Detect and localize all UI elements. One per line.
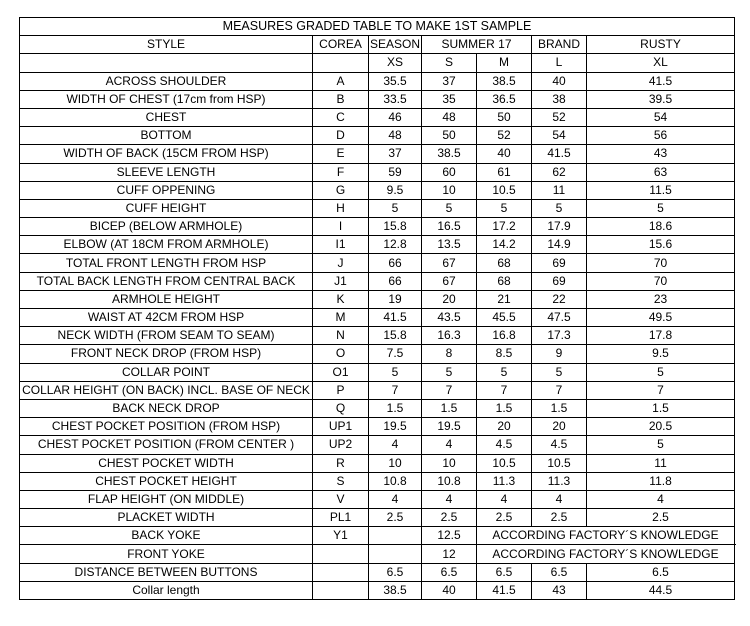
value-l: 5 bbox=[532, 363, 587, 381]
measure-code: C bbox=[313, 108, 369, 126]
value-s: 16.5 bbox=[422, 218, 477, 236]
value-xs: 66 bbox=[369, 272, 422, 290]
table-row bbox=[20, 145, 735, 163]
value-s: 6.5 bbox=[422, 563, 477, 581]
table-row bbox=[20, 236, 735, 254]
value-xs: 19 bbox=[369, 290, 422, 308]
measure-name: ELBOW (AT 18CM FROM ARMHOLE) bbox=[20, 236, 313, 254]
value-m: 17.2 bbox=[477, 218, 532, 236]
measure-name: NECK WIDTH (FROM SEAM TO SEAM) bbox=[20, 327, 313, 345]
value-xs: 5 bbox=[369, 363, 422, 381]
measure-code: O bbox=[313, 345, 369, 363]
value-l: 10.5 bbox=[532, 454, 587, 472]
value-xl: 7 bbox=[587, 381, 735, 399]
value-l: 62 bbox=[532, 163, 587, 181]
measure-code: F bbox=[313, 163, 369, 181]
value-l: 1.5 bbox=[532, 399, 587, 417]
table-row bbox=[20, 399, 735, 417]
value-l: 40 bbox=[532, 72, 587, 90]
value-xs: 6.5 bbox=[369, 563, 422, 581]
table-row bbox=[20, 199, 735, 217]
measure-code: J1 bbox=[313, 272, 369, 290]
value-xl: 54 bbox=[587, 108, 735, 126]
value-s: 35 bbox=[422, 90, 477, 108]
value-s: 1.5 bbox=[422, 399, 477, 417]
measure-name: BOTTOM bbox=[20, 127, 313, 145]
measure-name: ARMHOLE HEIGHT bbox=[20, 290, 313, 308]
value-m: 5 bbox=[477, 199, 532, 217]
value-m: 10.5 bbox=[477, 454, 532, 472]
value-s: 12.5 bbox=[422, 527, 477, 545]
value-xs: 59 bbox=[369, 163, 422, 181]
table-row bbox=[20, 72, 735, 90]
value-s: 13.5 bbox=[422, 236, 477, 254]
factory-note: ACCORDING FACTORY´S KNOWLEDGE bbox=[477, 545, 735, 563]
measure-name: ACROSS SHOULDER bbox=[20, 72, 313, 90]
measure-name: CHEST POCKET POSITION (FROM HSP) bbox=[20, 418, 313, 436]
value-xl: 39.5 bbox=[587, 90, 735, 108]
value-m: 7 bbox=[477, 381, 532, 399]
table-row bbox=[20, 181, 735, 199]
title-row bbox=[20, 18, 735, 36]
header-season: SEASON bbox=[369, 36, 422, 54]
value-xs: 12.8 bbox=[369, 236, 422, 254]
value-xl: 56 bbox=[587, 127, 735, 145]
measures-table bbox=[19, 17, 735, 600]
value-l: 52 bbox=[532, 108, 587, 126]
value-m: 14.2 bbox=[477, 236, 532, 254]
value-s: 38.5 bbox=[422, 145, 477, 163]
value-l: 22 bbox=[532, 290, 587, 308]
measure-name: DISTANCE BETWEEN BUTTONS bbox=[20, 563, 313, 581]
value-s: 2.5 bbox=[422, 509, 477, 527]
value-xs: 7 bbox=[369, 381, 422, 399]
value-xl: 5 bbox=[587, 436, 735, 454]
value-xl: 44.5 bbox=[587, 581, 735, 599]
value-s: 37 bbox=[422, 72, 477, 90]
measure-code: M bbox=[313, 309, 369, 327]
header-style: STYLE bbox=[20, 36, 313, 54]
measure-name: CHEST bbox=[20, 108, 313, 126]
value-xs: 48 bbox=[369, 127, 422, 145]
size-s: S bbox=[422, 54, 477, 72]
value-s: 19.5 bbox=[422, 418, 477, 436]
measure-code: G bbox=[313, 181, 369, 199]
value-xs: 4 bbox=[369, 436, 422, 454]
measure-name: BACK YOKE bbox=[20, 527, 313, 545]
table-row bbox=[20, 363, 735, 381]
measure-name: CHEST POCKET POSITION (FROM CENTER ) bbox=[20, 436, 313, 454]
value-xs: 15.8 bbox=[369, 327, 422, 345]
value-m: 10.5 bbox=[477, 181, 532, 199]
value-xl: 20.5 bbox=[587, 418, 735, 436]
measure-name: WIDTH OF CHEST (17cm from HSP) bbox=[20, 90, 313, 108]
measure-code: H bbox=[313, 199, 369, 217]
value-m: 36.5 bbox=[477, 90, 532, 108]
value-xs: 33.5 bbox=[369, 90, 422, 108]
value-l: 69 bbox=[532, 254, 587, 272]
value-m: 52 bbox=[477, 127, 532, 145]
value-l: 17.3 bbox=[532, 327, 587, 345]
size-blank-code bbox=[313, 54, 369, 72]
value-l: 47.5 bbox=[532, 309, 587, 327]
table-row bbox=[20, 527, 735, 545]
size-l: L bbox=[532, 54, 587, 72]
table-row bbox=[20, 108, 735, 126]
table-row bbox=[20, 163, 735, 181]
measure-code: B bbox=[313, 90, 369, 108]
measure-name: WAIST AT 42CM FROM HSP bbox=[20, 309, 313, 327]
table-row bbox=[20, 509, 735, 527]
measure-code: P bbox=[313, 381, 369, 399]
value-xs: 38.5 bbox=[369, 581, 422, 599]
value-xl: 4 bbox=[587, 490, 735, 508]
value-s: 10 bbox=[422, 181, 477, 199]
value-xl: 1.5 bbox=[587, 399, 735, 417]
value-xl: 41.5 bbox=[587, 72, 735, 90]
value-xs: 10.8 bbox=[369, 472, 422, 490]
value-l: 2.5 bbox=[532, 509, 587, 527]
value-s: 16.3 bbox=[422, 327, 477, 345]
value-m: 68 bbox=[477, 254, 532, 272]
table-row bbox=[20, 563, 735, 581]
value-xs: 15.8 bbox=[369, 218, 422, 236]
table-row bbox=[20, 272, 735, 290]
measure-code: E bbox=[313, 145, 369, 163]
value-l: 4 bbox=[532, 490, 587, 508]
measure-code: K bbox=[313, 290, 369, 308]
value-l: 6.5 bbox=[532, 563, 587, 581]
table-row bbox=[20, 254, 735, 272]
header-corea: COREA bbox=[313, 36, 369, 54]
measure-name: COLLAR HEIGHT (ON BACK) INCL. BASE OF NECK bbox=[20, 381, 313, 399]
value-l: 17.9 bbox=[532, 218, 587, 236]
measure-name: FLAP HEIGHT (ON MIDDLE) bbox=[20, 490, 313, 508]
table-row bbox=[20, 436, 735, 454]
table-row bbox=[20, 345, 735, 363]
measure-name: COLLAR POINT bbox=[20, 363, 313, 381]
value-s: 5 bbox=[422, 199, 477, 217]
value-xl: 17.8 bbox=[587, 327, 735, 345]
value-xs: 35.5 bbox=[369, 72, 422, 90]
size-xl: XL bbox=[587, 54, 735, 72]
value-xl: 5 bbox=[587, 363, 735, 381]
value-l: 20 bbox=[532, 418, 587, 436]
measure-name: PLACKET WIDTH bbox=[20, 509, 313, 527]
measure-name: CHEST POCKET WIDTH bbox=[20, 454, 313, 472]
measure-name: BICEP (BELOW ARMHOLE) bbox=[20, 218, 313, 236]
value-s: 60 bbox=[422, 163, 477, 181]
header-summer: SUMMER 17 bbox=[422, 36, 532, 54]
measure-code: I1 bbox=[313, 236, 369, 254]
measure-code: V bbox=[313, 490, 369, 508]
table-row bbox=[20, 327, 735, 345]
value-xs: 2.5 bbox=[369, 509, 422, 527]
measure-name: TOTAL FRONT LENGTH FROM HSP bbox=[20, 254, 313, 272]
measure-name: CUFF OPPENING bbox=[20, 181, 313, 199]
value-s: 8 bbox=[422, 345, 477, 363]
value-m: 2.5 bbox=[477, 509, 532, 527]
value-s: 20 bbox=[422, 290, 477, 308]
value-l: 11 bbox=[532, 181, 587, 199]
measure-code: N bbox=[313, 327, 369, 345]
value-xs: 19.5 bbox=[369, 418, 422, 436]
value-m: 61 bbox=[477, 163, 532, 181]
value-xs bbox=[369, 545, 422, 563]
value-s: 67 bbox=[422, 272, 477, 290]
value-m: 38.5 bbox=[477, 72, 532, 90]
value-s: 40 bbox=[422, 581, 477, 599]
value-xl: 70 bbox=[587, 272, 735, 290]
measure-name: CHEST POCKET HEIGHT bbox=[20, 472, 313, 490]
value-m: 11.3 bbox=[477, 472, 532, 490]
value-m: 8.5 bbox=[477, 345, 532, 363]
size-xs: XS bbox=[369, 54, 422, 72]
value-m: 1.5 bbox=[477, 399, 532, 417]
value-l: 11.3 bbox=[532, 472, 587, 490]
value-s: 7 bbox=[422, 381, 477, 399]
value-s: 5 bbox=[422, 363, 477, 381]
table-row bbox=[20, 454, 735, 472]
value-l: 5 bbox=[532, 199, 587, 217]
table-row bbox=[20, 545, 735, 563]
measure-code: J bbox=[313, 254, 369, 272]
measure-name: BACK NECK DROP bbox=[20, 399, 313, 417]
table-row bbox=[20, 472, 735, 490]
table-row bbox=[20, 581, 735, 599]
header-brand: BRAND bbox=[532, 36, 587, 54]
value-s: 10.8 bbox=[422, 472, 477, 490]
table-row bbox=[20, 381, 735, 399]
value-m: 21 bbox=[477, 290, 532, 308]
value-s: 43.5 bbox=[422, 309, 477, 327]
value-xl: 11.5 bbox=[587, 181, 735, 199]
value-s: 67 bbox=[422, 254, 477, 272]
value-l: 43 bbox=[532, 581, 587, 599]
value-s: 12 bbox=[422, 545, 477, 563]
measure-code bbox=[313, 545, 369, 563]
value-l: 14.9 bbox=[532, 236, 587, 254]
value-xl: 15.6 bbox=[587, 236, 735, 254]
value-m: 6.5 bbox=[477, 563, 532, 581]
value-xs: 5 bbox=[369, 199, 422, 217]
measure-name: CUFF HEIGHT bbox=[20, 199, 313, 217]
header-rusty: RUSTY bbox=[587, 36, 735, 54]
header-row bbox=[20, 36, 735, 54]
value-m: 68 bbox=[477, 272, 532, 290]
table-row bbox=[20, 309, 735, 327]
measure-code: R bbox=[313, 454, 369, 472]
table-title: MEASURES GRADED TABLE TO MAKE 1ST SAMPLE bbox=[20, 18, 735, 36]
value-xs: 46 bbox=[369, 108, 422, 126]
measure-code: D bbox=[313, 127, 369, 145]
value-xs: 7.5 bbox=[369, 345, 422, 363]
value-xl: 23 bbox=[587, 290, 735, 308]
value-s: 4 bbox=[422, 490, 477, 508]
value-xl: 6.5 bbox=[587, 563, 735, 581]
factory-note: ACCORDING FACTORY´S KNOWLEDGE bbox=[477, 527, 735, 545]
value-xl: 43 bbox=[587, 145, 735, 163]
value-xl: 18.6 bbox=[587, 218, 735, 236]
measure-code bbox=[313, 581, 369, 599]
table-row bbox=[20, 418, 735, 436]
table-row bbox=[20, 127, 735, 145]
value-l: 9 bbox=[532, 345, 587, 363]
measure-code: O1 bbox=[313, 363, 369, 381]
measure-code: Y1 bbox=[313, 527, 369, 545]
measure-code: UP1 bbox=[313, 418, 369, 436]
measure-code: UP2 bbox=[313, 436, 369, 454]
value-xl: 9.5 bbox=[587, 345, 735, 363]
measure-name: SLEEVE LENGTH bbox=[20, 163, 313, 181]
value-xl: 5 bbox=[587, 199, 735, 217]
measure-code: S bbox=[313, 472, 369, 490]
size-m: M bbox=[477, 54, 532, 72]
measure-name: FRONT YOKE bbox=[20, 545, 313, 563]
value-xs: 66 bbox=[369, 254, 422, 272]
value-xs: 9.5 bbox=[369, 181, 422, 199]
measure-code: Q bbox=[313, 399, 369, 417]
value-xs: 10 bbox=[369, 454, 422, 472]
measure-name: FRONT NECK DROP (FROM HSP) bbox=[20, 345, 313, 363]
table-row bbox=[20, 290, 735, 308]
value-xl: 11 bbox=[587, 454, 735, 472]
measure-name: Collar length bbox=[20, 581, 313, 599]
value-l: 69 bbox=[532, 272, 587, 290]
value-l: 38 bbox=[532, 90, 587, 108]
measure-code: A bbox=[313, 72, 369, 90]
value-l: 7 bbox=[532, 381, 587, 399]
measure-name: WIDTH OF BACK (15CM FROM HSP) bbox=[20, 145, 313, 163]
value-m: 5 bbox=[477, 363, 532, 381]
value-xs: 4 bbox=[369, 490, 422, 508]
value-m: 4.5 bbox=[477, 436, 532, 454]
table-row bbox=[20, 218, 735, 236]
value-xl: 70 bbox=[587, 254, 735, 272]
value-xl: 11.8 bbox=[587, 472, 735, 490]
value-xs: 41.5 bbox=[369, 309, 422, 327]
value-xl: 2.5 bbox=[587, 509, 735, 527]
value-l: 4.5 bbox=[532, 436, 587, 454]
value-m: 20 bbox=[477, 418, 532, 436]
value-xl: 49.5 bbox=[587, 309, 735, 327]
table-row bbox=[20, 90, 735, 108]
size-row bbox=[20, 54, 735, 72]
value-m: 4 bbox=[477, 490, 532, 508]
value-xl: 63 bbox=[587, 163, 735, 181]
value-s: 10 bbox=[422, 454, 477, 472]
value-l: 41.5 bbox=[532, 145, 587, 163]
size-blank-style bbox=[20, 54, 313, 72]
value-xs: 37 bbox=[369, 145, 422, 163]
value-m: 41.5 bbox=[477, 581, 532, 599]
value-s: 48 bbox=[422, 108, 477, 126]
value-m: 50 bbox=[477, 108, 532, 126]
measure-code bbox=[313, 563, 369, 581]
value-s: 4 bbox=[422, 436, 477, 454]
measure-code: PL1 bbox=[313, 509, 369, 527]
value-m: 45.5 bbox=[477, 309, 532, 327]
value-l: 54 bbox=[532, 127, 587, 145]
value-xs bbox=[369, 527, 422, 545]
value-m: 40 bbox=[477, 145, 532, 163]
value-s: 50 bbox=[422, 127, 477, 145]
value-xs: 1.5 bbox=[369, 399, 422, 417]
table-row bbox=[20, 490, 735, 508]
measure-name: TOTAL BACK LENGTH FROM CENTRAL BACK bbox=[20, 272, 313, 290]
measure-code: I bbox=[313, 218, 369, 236]
value-m: 16.8 bbox=[477, 327, 532, 345]
